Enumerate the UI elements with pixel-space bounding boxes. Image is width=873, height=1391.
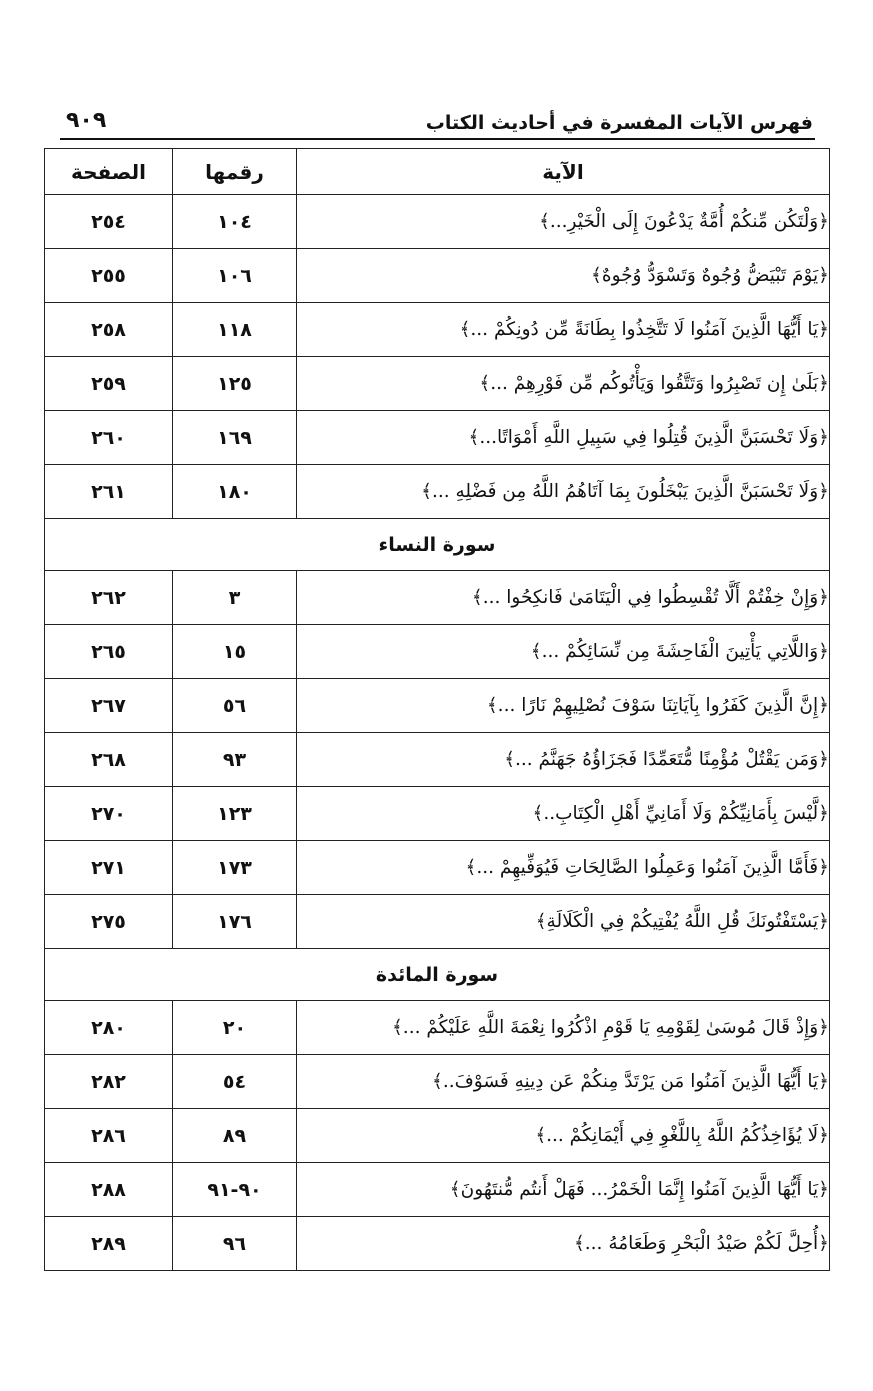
verse-number-cell: ١٥ bbox=[173, 625, 297, 679]
table-row bbox=[45, 895, 830, 949]
ayah-cell: ﴿لَا يُؤَاخِذُكُمُ اللَّهُ بِاللَّغْوِ فِي أَيْمَانِكُمْ ...﴾ bbox=[297, 1109, 830, 1163]
column-header-number: رقمها bbox=[173, 149, 297, 195]
verse-index-table bbox=[44, 148, 830, 1271]
column-header-ayah: الآية bbox=[297, 149, 830, 195]
table-row bbox=[45, 357, 830, 411]
verse-number-cell: ١٢٥ bbox=[173, 357, 297, 411]
table-row bbox=[45, 411, 830, 465]
ayah-cell: ﴿بَلَىٰ إِن تَصْبِرُوا وَتَتَّقُوا وَيَأْتُوكُم مِّن فَوْرِهِمْ ...﴾ bbox=[297, 357, 830, 411]
table-row bbox=[45, 303, 830, 357]
ayah-cell: ﴿وَاللَّاتِي يَأْتِينَ الْفَاحِشَةَ مِن نِّسَائِكُمْ ...﴾ bbox=[297, 625, 830, 679]
ayah-cell: ﴿وَلَا تَحْسَبَنَّ الَّذِينَ قُتِلُوا فِي سَبِيلِ اللَّهِ أَمْوَاتًا...﴾ bbox=[297, 411, 830, 465]
page-number-cell: ٢٨٨ bbox=[45, 1163, 173, 1217]
verse-number-cell: ٥٦ bbox=[173, 679, 297, 733]
ayah-cell: ﴿يَا أَيُّهَا الَّذِينَ آمَنُوا لَا تَتَّخِذُوا بِطَانَةً مِّن دُونِكُمْ ...﴾ bbox=[297, 303, 830, 357]
verse-number-cell: ١٠٦ bbox=[173, 249, 297, 303]
page-number-cell: ٢٦٢ bbox=[45, 571, 173, 625]
verse-number-cell: ٩٠-٩١ bbox=[173, 1163, 297, 1217]
column-header-page: الصفحة bbox=[45, 149, 173, 195]
verse-number-cell: ١٢٣ bbox=[173, 787, 297, 841]
verse-number-cell: ١١٨ bbox=[173, 303, 297, 357]
ayah-cell: ﴿يَا أَيُّهَا الَّذِينَ آمَنُوا إِنَّمَا الْخَمْرُ... فَهَلْ أَنتُم مُّنتَهُونَ﴾ bbox=[297, 1163, 830, 1217]
ayah-cell: ﴿أُحِلَّ لَكُمْ صَيْدُ الْبَحْرِ وَطَعَامُهُ ...﴾ bbox=[297, 1217, 830, 1271]
table-row bbox=[45, 1109, 830, 1163]
verse-number-cell: ٩٣ bbox=[173, 733, 297, 787]
surah-heading: سورة المائدة bbox=[45, 949, 830, 1001]
table-body bbox=[45, 195, 830, 1271]
table-row bbox=[45, 1055, 830, 1109]
ayah-cell: ﴿وَلَا تَحْسَبَنَّ الَّذِينَ يَبْخَلُونَ بِمَا آتَاهُمُ اللَّهُ مِن فَضْلِهِ ...﴾ bbox=[297, 465, 830, 519]
ayah-cell: ﴿لَّيْسَ بِأَمَانِيِّكُمْ وَلَا أَمَانِيِّ أَهْلِ الْكِتَابِ..﴾ bbox=[297, 787, 830, 841]
page-number-cell: ٢٦٧ bbox=[45, 679, 173, 733]
table-row bbox=[45, 679, 830, 733]
page-number-cell: ٢٦٥ bbox=[45, 625, 173, 679]
ayah-cell: ﴿يَا أَيُّهَا الَّذِينَ آمَنُوا مَن يَرْتَدَّ مِنكُمْ عَن دِينِهِ فَسَوْفَ..﴾ bbox=[297, 1055, 830, 1109]
verse-number-cell: ٥٤ bbox=[173, 1055, 297, 1109]
page-number: ٩٠٩ bbox=[66, 108, 107, 133]
verse-number-cell: ١٦٩ bbox=[173, 411, 297, 465]
page-number-cell: ٢٥٩ bbox=[45, 357, 173, 411]
verse-number-cell: ١٧٣ bbox=[173, 841, 297, 895]
page-number-cell: ٢٦٨ bbox=[45, 733, 173, 787]
surah-heading-row bbox=[45, 949, 830, 1001]
verse-number-cell: ٣ bbox=[173, 571, 297, 625]
table-row bbox=[45, 465, 830, 519]
table-row bbox=[45, 1001, 830, 1055]
page-number-cell: ٢٧٥ bbox=[45, 895, 173, 949]
page-number-cell: ٢٧٠ bbox=[45, 787, 173, 841]
ayah-cell: ﴿يَسْتَفْتُونَكَ قُلِ اللَّهُ يُفْتِيكُمْ فِي الْكَلَالَةِ﴾ bbox=[297, 895, 830, 949]
ayah-cell: ﴿وَإِذْ قَالَ مُوسَىٰ لِقَوْمِهِ يَا قَوْمِ اذْكُرُوا نِعْمَةَ اللَّهِ عَلَيْكُمْ ...﴾ bbox=[297, 1001, 830, 1055]
page-header bbox=[60, 108, 815, 140]
surah-heading: سورة النساء bbox=[45, 519, 830, 571]
page-number-cell: ٢٨٦ bbox=[45, 1109, 173, 1163]
page-number-cell: ٢٥٨ bbox=[45, 303, 173, 357]
table-row bbox=[45, 571, 830, 625]
table-row bbox=[45, 1163, 830, 1217]
ayah-cell: ﴿وَلْتَكُن مِّنكُمْ أُمَّةٌ يَدْعُونَ إِلَى الْخَيْرِ...﴾ bbox=[297, 195, 830, 249]
table-row bbox=[45, 787, 830, 841]
verse-number-cell: ١٨٠ bbox=[173, 465, 297, 519]
page-number-cell: ٢٨٩ bbox=[45, 1217, 173, 1271]
verse-number-cell: ١٠٤ bbox=[173, 195, 297, 249]
table-row bbox=[45, 249, 830, 303]
ayah-cell: ﴿إِنَّ الَّذِينَ كَفَرُوا بِآيَاتِنَا سَوْفَ نُصْلِيهِمْ نَارًا ...﴾ bbox=[297, 679, 830, 733]
ayah-cell: ﴿وَمَن يَقْتُلْ مُؤْمِنًا مُّتَعَمِّدًا فَجَزَاؤُهُ جَهَنَّمُ ...﴾ bbox=[297, 733, 830, 787]
running-title: فهرس الآيات المفسرة في أحاديث الكتاب bbox=[425, 112, 813, 134]
table-row bbox=[45, 841, 830, 895]
page-number-cell: ٢٦١ bbox=[45, 465, 173, 519]
table-header-row bbox=[45, 149, 830, 195]
table-row bbox=[45, 733, 830, 787]
page-number-cell: ٢٨٠ bbox=[45, 1001, 173, 1055]
page-number-cell: ٢٥٤ bbox=[45, 195, 173, 249]
table-row bbox=[45, 625, 830, 679]
page-number-cell: ٢٦٠ bbox=[45, 411, 173, 465]
page-number-cell: ٢٧١ bbox=[45, 841, 173, 895]
ayah-cell: ﴿وَإِنْ خِفْتُمْ أَلَّا تُقْسِطُوا فِي الْيَتَامَىٰ فَانكِحُوا ...﴾ bbox=[297, 571, 830, 625]
verse-number-cell: ٢٠ bbox=[173, 1001, 297, 1055]
verse-number-cell: ١٧٦ bbox=[173, 895, 297, 949]
verse-number-cell: ٨٩ bbox=[173, 1109, 297, 1163]
page-number-cell: ٢٨٢ bbox=[45, 1055, 173, 1109]
ayah-cell: ﴿فَأَمَّا الَّذِينَ آمَنُوا وَعَمِلُوا الصَّالِحَاتِ فَيُوَفِّيهِمْ ...﴾ bbox=[297, 841, 830, 895]
ayah-cell: ﴿يَوْمَ تَبْيَضُّ وُجُوهٌ وَتَسْوَدُّ وُجُوهٌ﴾ bbox=[297, 249, 830, 303]
verse-number-cell: ٩٦ bbox=[173, 1217, 297, 1271]
surah-heading-row bbox=[45, 519, 830, 571]
table-row bbox=[45, 195, 830, 249]
table-row bbox=[45, 1217, 830, 1271]
page-number-cell: ٢٥٥ bbox=[45, 249, 173, 303]
